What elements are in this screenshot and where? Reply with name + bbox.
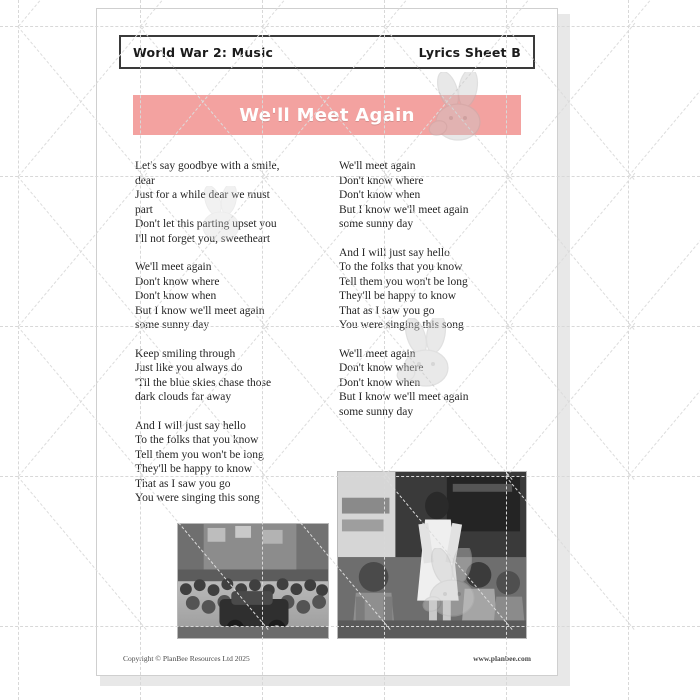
lyric-line: They'll be happy to know — [135, 463, 253, 475]
lyric-line: Don't know when — [135, 290, 217, 302]
lyric-line: Just for a while dear we must — [135, 189, 270, 201]
lyric-line: But I know we'll meet again — [339, 391, 469, 403]
song-title-banner — [133, 95, 521, 135]
lyric-line: Don't know where — [135, 275, 220, 288]
lyric-line: Tell them you won't be long — [339, 275, 468, 288]
lyric-line: Don't know where — [339, 362, 424, 374]
lyric-line: And I will just say hello — [135, 419, 246, 432]
crowd-photo-graphic — [178, 524, 328, 638]
lyric-line: Don't let this parting upset you — [135, 218, 277, 230]
lyrics-column-right — [339, 159, 519, 433]
lyric-line: Tell them you won't be long — [135, 448, 264, 461]
lyrics-stanza — [135, 347, 315, 405]
street-party-photo-graphic — [338, 472, 526, 638]
lyric-line: But I know we'll meet again — [339, 203, 469, 216]
lyrics-stanza — [339, 246, 519, 333]
lyric-line: They'll be happy to know — [339, 290, 457, 302]
lyric-line: part — [135, 203, 153, 216]
header-left-title: World War 2: Music — [133, 44, 274, 60]
lyric-line: You were singing this song — [135, 492, 260, 504]
lyrics-stanza — [135, 159, 315, 246]
lyric-line: dear — [135, 174, 155, 187]
lyric-line: dark clouds far away — [135, 391, 232, 403]
lyric-line: I'll not forget you, sweetheart — [135, 232, 271, 245]
lyric-line: You were singing this song — [339, 319, 464, 331]
lyric-line: Don't know where — [339, 174, 424, 187]
copyright-text: Copyright © PlanBee Resources Ltd 2025 — [123, 654, 250, 663]
lyrics-stanza — [339, 347, 519, 420]
lyric-line: Just like you always do — [135, 362, 243, 374]
lyric-line: And I will just say hello — [339, 246, 450, 259]
crowd-celebration-photo — [177, 523, 329, 639]
lyric-line: We'll meet again — [135, 261, 212, 273]
lyric-line: 'Til the blue skies chase those — [135, 376, 272, 389]
lyric-line: some sunny day — [339, 405, 414, 418]
worksheet-page — [96, 8, 566, 692]
lyric-line: Don't know when — [339, 376, 421, 389]
lyrics-stanza — [339, 159, 519, 232]
lyric-line: That as I saw you go — [339, 304, 435, 317]
page-content — [96, 8, 558, 676]
lyric-line: To the folks that you know — [135, 434, 259, 446]
lyric-line: We'll meet again — [339, 347, 416, 360]
page-footer — [123, 654, 531, 663]
song-title: We'll Meet Again — [239, 104, 415, 126]
lyric-line: But I know we'll meet again — [135, 304, 265, 317]
page-header — [119, 35, 535, 69]
lyrics-column-left — [135, 159, 315, 520]
lyrics-columns — [135, 159, 519, 520]
website-link[interactable]: www.planbee.com — [473, 654, 531, 663]
photo-area — [119, 469, 535, 639]
lyric-line: some sunny day — [339, 218, 414, 230]
lyric-line: some sunny day — [135, 319, 210, 331]
lyric-line: Let's say goodbye with a smile, — [135, 160, 280, 172]
lyric-line: To the folks that you know — [339, 261, 463, 273]
lyric-line: That as I saw you go — [135, 477, 231, 490]
lyric-line: Don't know when — [339, 189, 421, 201]
lyric-line: Keep smiling through — [135, 347, 236, 360]
lyric-line: We'll meet again — [339, 160, 416, 172]
lyrics-stanza — [135, 260, 315, 333]
header-right-title: Lyrics Sheet B — [418, 44, 521, 60]
street-party-children-photo — [337, 471, 527, 639]
